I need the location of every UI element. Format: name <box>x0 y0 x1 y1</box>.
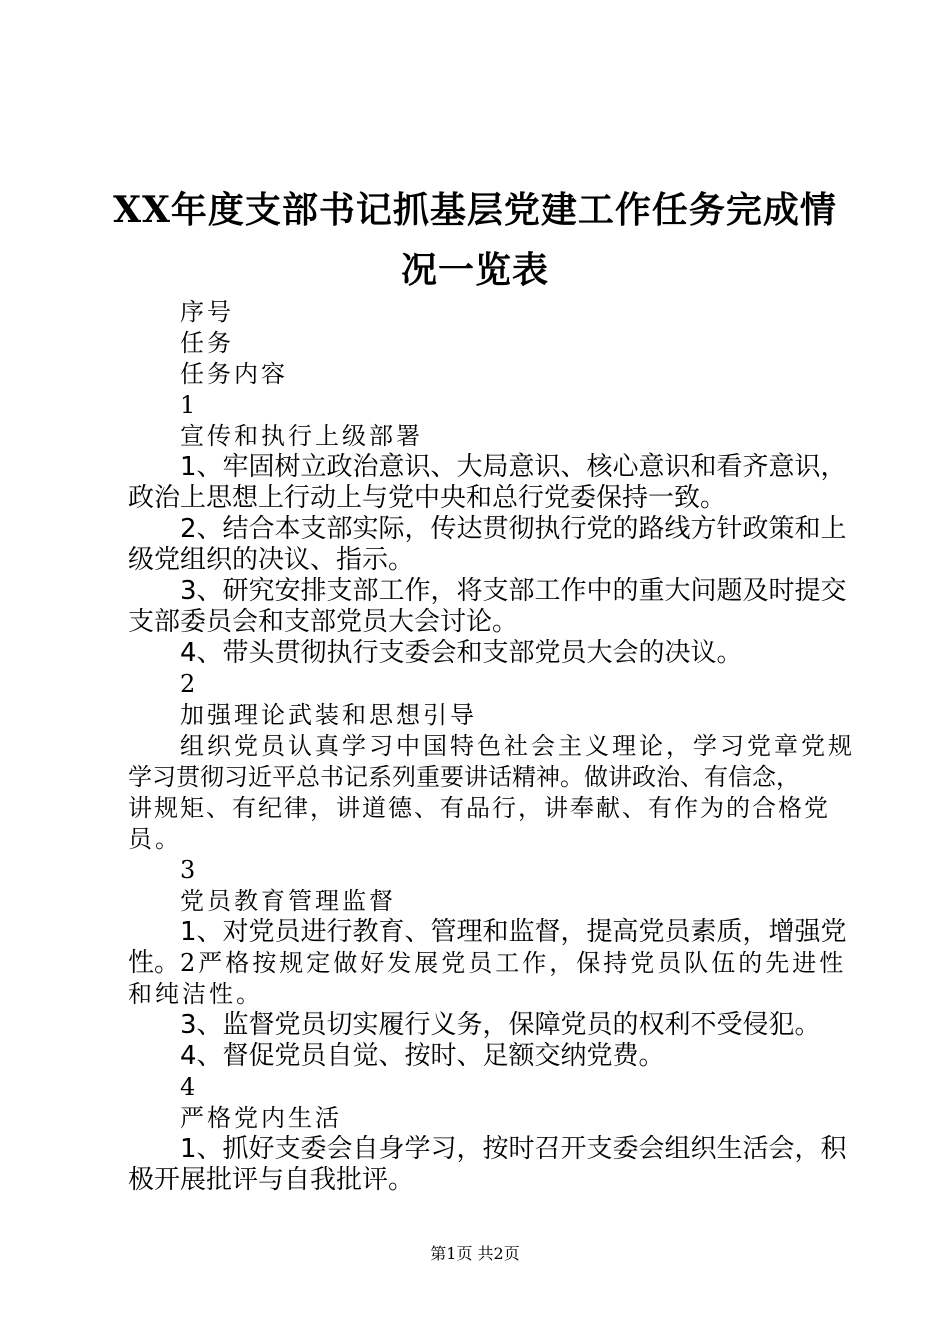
document-body <box>128 297 855 1196</box>
item-content-line: 员。 <box>128 825 182 853</box>
item-content-line: 3、研究安排支部工作，将支部工作中的重大问题及时提交 <box>180 576 847 606</box>
item-content-segment: 2严格按规定做好发展党员工作，保持党员队伍的先进性 <box>180 949 847 977</box>
item-task: 宣传和执行上级部署 <box>180 422 423 450</box>
item-content-line: 4、督促党员自觉、按时、足额交纳党费。 <box>180 1041 665 1071</box>
item-content-line: 政治上思想上行动上与党中央和总行党委保持一致。 <box>128 483 727 513</box>
header-content: 任务内容 <box>180 360 288 388</box>
item-content-line: 讲规矩、有纪律，讲道德、有品行，讲奉献、有作为的合格党 <box>128 794 830 822</box>
item-content-line: 支部委员会和支部党员大会讨论。 <box>128 607 519 637</box>
header-seq: 序号 <box>180 298 234 326</box>
item-content-line: 2、结合本支部实际，传达贯彻执行党的路线方针政策和上 <box>180 514 847 544</box>
document-title-line-2: 况一览表 <box>400 249 549 291</box>
item-content-line: 1、对党员进行教育、管理和监督，提高党员素质，增强党 <box>180 917 847 947</box>
item-content-segment: 性。 <box>128 948 181 978</box>
item-content-line: 3、监督党员切实履行义务，保障党员的权利不受侵犯。 <box>180 1010 821 1040</box>
item-task: 党员教育管理监督 <box>180 887 396 915</box>
item-content-line: 和纯洁性。 <box>128 980 263 1008</box>
item-content-line: 极开展批评与自我批评。 <box>128 1165 415 1195</box>
document-title-line-1: XX年度支部书记抓基层党建工作任务完成情 <box>113 189 837 231</box>
item-task: 严格党内生活 <box>180 1104 342 1132</box>
item-content-line: 级党组织的决议、指示。 <box>128 545 415 575</box>
item-content-line: 1、抓好支委会自身学习，按时召开支委会组织生活会，积 <box>180 1134 847 1164</box>
item-content-line: 组织党员认真学习中国特色社会主义理论，学习党章党规 <box>180 732 855 760</box>
item-content-line: 1、牢固树立政治意识、大局意识、核心意识和看齐意识， <box>180 452 847 482</box>
item-number: 1 <box>180 391 196 419</box>
item-content-line: 学习贯彻习近平总书记系列重要讲话精神。做讲政治、有信念， <box>128 763 800 791</box>
item-content-line: 4、带头贯彻执行支委会和支部党员大会的决议。 <box>180 638 743 668</box>
item-number: 4 <box>180 1073 196 1101</box>
item-number: 2 <box>180 670 196 698</box>
header-task: 任务 <box>180 329 234 357</box>
item-task: 加强理论武装和思想引导 <box>180 701 477 729</box>
item-content-line-mixed <box>128 948 847 979</box>
page-footer: 第1页 共2页 <box>430 1244 520 1263</box>
item-number: 3 <box>180 856 196 884</box>
